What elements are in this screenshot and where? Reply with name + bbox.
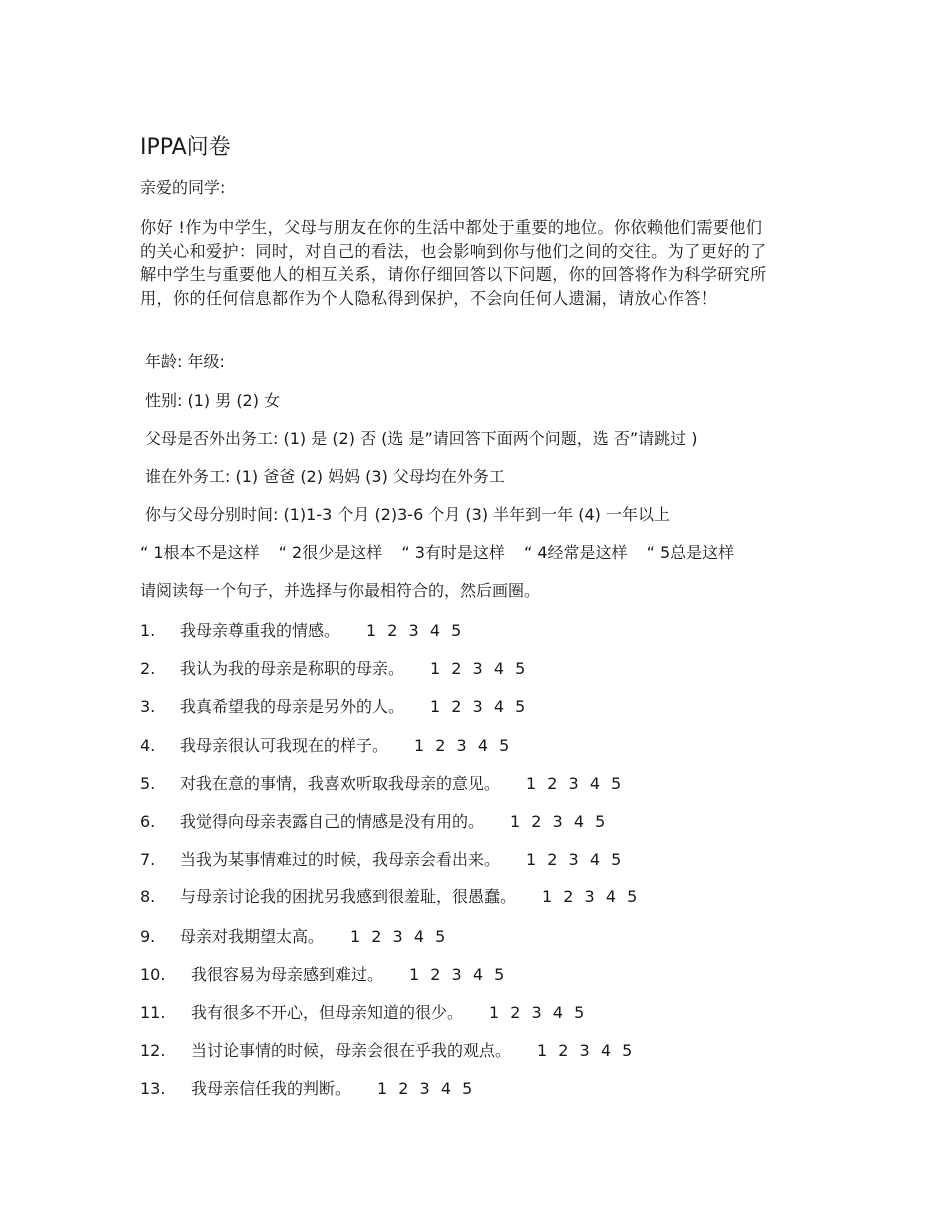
question-item (140, 965, 507, 985)
rating-options[interactable]: 1 2 3 4 5 (377, 1079, 476, 1098)
rating-options[interactable]: 1 2 3 4 5 (409, 965, 508, 984)
question-number: 13. (140, 1079, 166, 1098)
rating-options[interactable]: 1 2 3 4 5 (526, 850, 625, 869)
question-item (140, 887, 640, 907)
rating-options[interactable]: 1 2 3 4 5 (414, 736, 513, 755)
question-text: 我母亲很认可我现在的样子。 (180, 736, 389, 755)
question-text: 我很容易为母亲感到难过。 (191, 965, 384, 984)
question-number: 8. (140, 887, 156, 906)
question-number: 12. (140, 1041, 166, 1060)
question-number: 1. (140, 621, 156, 640)
rating-options[interactable]: 1 2 3 4 5 (526, 774, 625, 793)
question-item (140, 774, 624, 794)
instruction: 请阅读每一个句子，并选择与你最相符合的，然后画圈。 (140, 581, 541, 600)
question-item (140, 736, 512, 756)
rating-options[interactable]: 1 2 3 4 5 (542, 887, 641, 906)
rating-options[interactable]: 1 2 3 4 5 (537, 1041, 636, 1060)
scale-option-1: “ 1根本不是这样 (140, 543, 260, 562)
rating-options[interactable]: 1 2 3 4 5 (350, 927, 449, 946)
question-number: 4. (140, 736, 156, 755)
question-text: 我觉得向母亲表露自己的情感是没有用的。 (180, 812, 485, 831)
scale-option-4: “ 4经常是这样 (523, 543, 628, 562)
question-text: 我母亲尊重我的情感。 (180, 621, 341, 640)
rating-options[interactable]: 1 2 3 4 5 (430, 659, 529, 678)
question-item (140, 812, 608, 832)
intro-paragraph: 你好 !作为中学生，父母与朋友在你的生活中都处于重要的地位。你依赖他们需要他们的关心和爱护：同时，对自己的看法，也会影响到你与他们之间的交往。为了更好的了解中学生与重要他人的相互关系，请你仔细回答以下问题，你的回答将作为科学研究所用，你的任何信息都作为个人隐私得到保护，不会向任何人遗漏，请放心作答！ (140, 218, 767, 308)
question-text: 母亲对我期望太高。 (180, 927, 325, 946)
scale-option-3: “ 3有时是这样 (401, 543, 505, 562)
question-item (140, 1041, 635, 1061)
question-number: 7. (140, 850, 156, 869)
question-text: 我母亲信任我的判断。 (191, 1079, 352, 1098)
question-number: 3. (140, 697, 156, 716)
rating-scale-legend (140, 543, 748, 563)
question-number: 11. (140, 1003, 166, 1022)
question-number: 10. (140, 965, 166, 984)
question-number: 5. (140, 774, 156, 793)
question-number: 2. (140, 659, 156, 678)
question-text: 当讨论事情的时候，母亲会很在乎我的观点。 (191, 1041, 512, 1060)
question-item (140, 850, 624, 870)
question-number: 9. (140, 927, 156, 946)
question-item (140, 1079, 475, 1099)
question-text: 我有很多不开心，但母亲知道的很少。 (191, 1003, 464, 1022)
rating-options[interactable]: 1 2 3 4 5 (510, 812, 609, 831)
info-separation-time: 你与父母分别时间: (1)1-3 个月 (2)3-6 个月 (3) 半年到一年 (4) 一年以上 (145, 505, 671, 524)
info-parents-migrant: 父母是否外出务工: (1) 是 (2) 否 (选 是”请回答下面两个问题，选 否”请跳过 ) (145, 429, 698, 448)
info-who-migrant: 谁在外务工: (1) 爸爸 (2) 妈妈 (3) 父母均在外务工 (145, 467, 505, 486)
question-text: 与母亲讨论我的困扰另我感到很羞耻，很愚蠢。 (180, 887, 517, 906)
question-item (140, 927, 448, 947)
scale-option-5: “ 5总是这样 (646, 543, 735, 562)
rating-options[interactable]: 1 2 3 4 5 (366, 621, 465, 640)
scale-option-2: “ 2很少是这样 (278, 543, 383, 562)
question-item (140, 659, 528, 679)
question-item (140, 621, 464, 641)
page-title: IPPA问卷 (140, 135, 231, 160)
question-item (140, 1003, 587, 1023)
question-text: 对我在意的事情，我喜欢听取我母亲的意见。 (180, 774, 501, 793)
greeting: 亲爱的同学: (140, 178, 226, 197)
info-age-grade: 年龄: 年级: (145, 352, 225, 371)
question-text: 当我为某事情难过的时候，我母亲会看出来。 (180, 850, 501, 869)
rating-options[interactable]: 1 2 3 4 5 (430, 697, 529, 716)
question-text: 我认为我的母亲是称职的母亲。 (180, 659, 405, 678)
question-text: 我真希望我的母亲是另外的人。 (180, 697, 405, 716)
question-number: 6. (140, 812, 156, 831)
info-gender: 性别: (1) 男 (2) 女 (145, 391, 281, 410)
question-item (140, 697, 528, 717)
rating-options[interactable]: 1 2 3 4 5 (489, 1003, 588, 1022)
